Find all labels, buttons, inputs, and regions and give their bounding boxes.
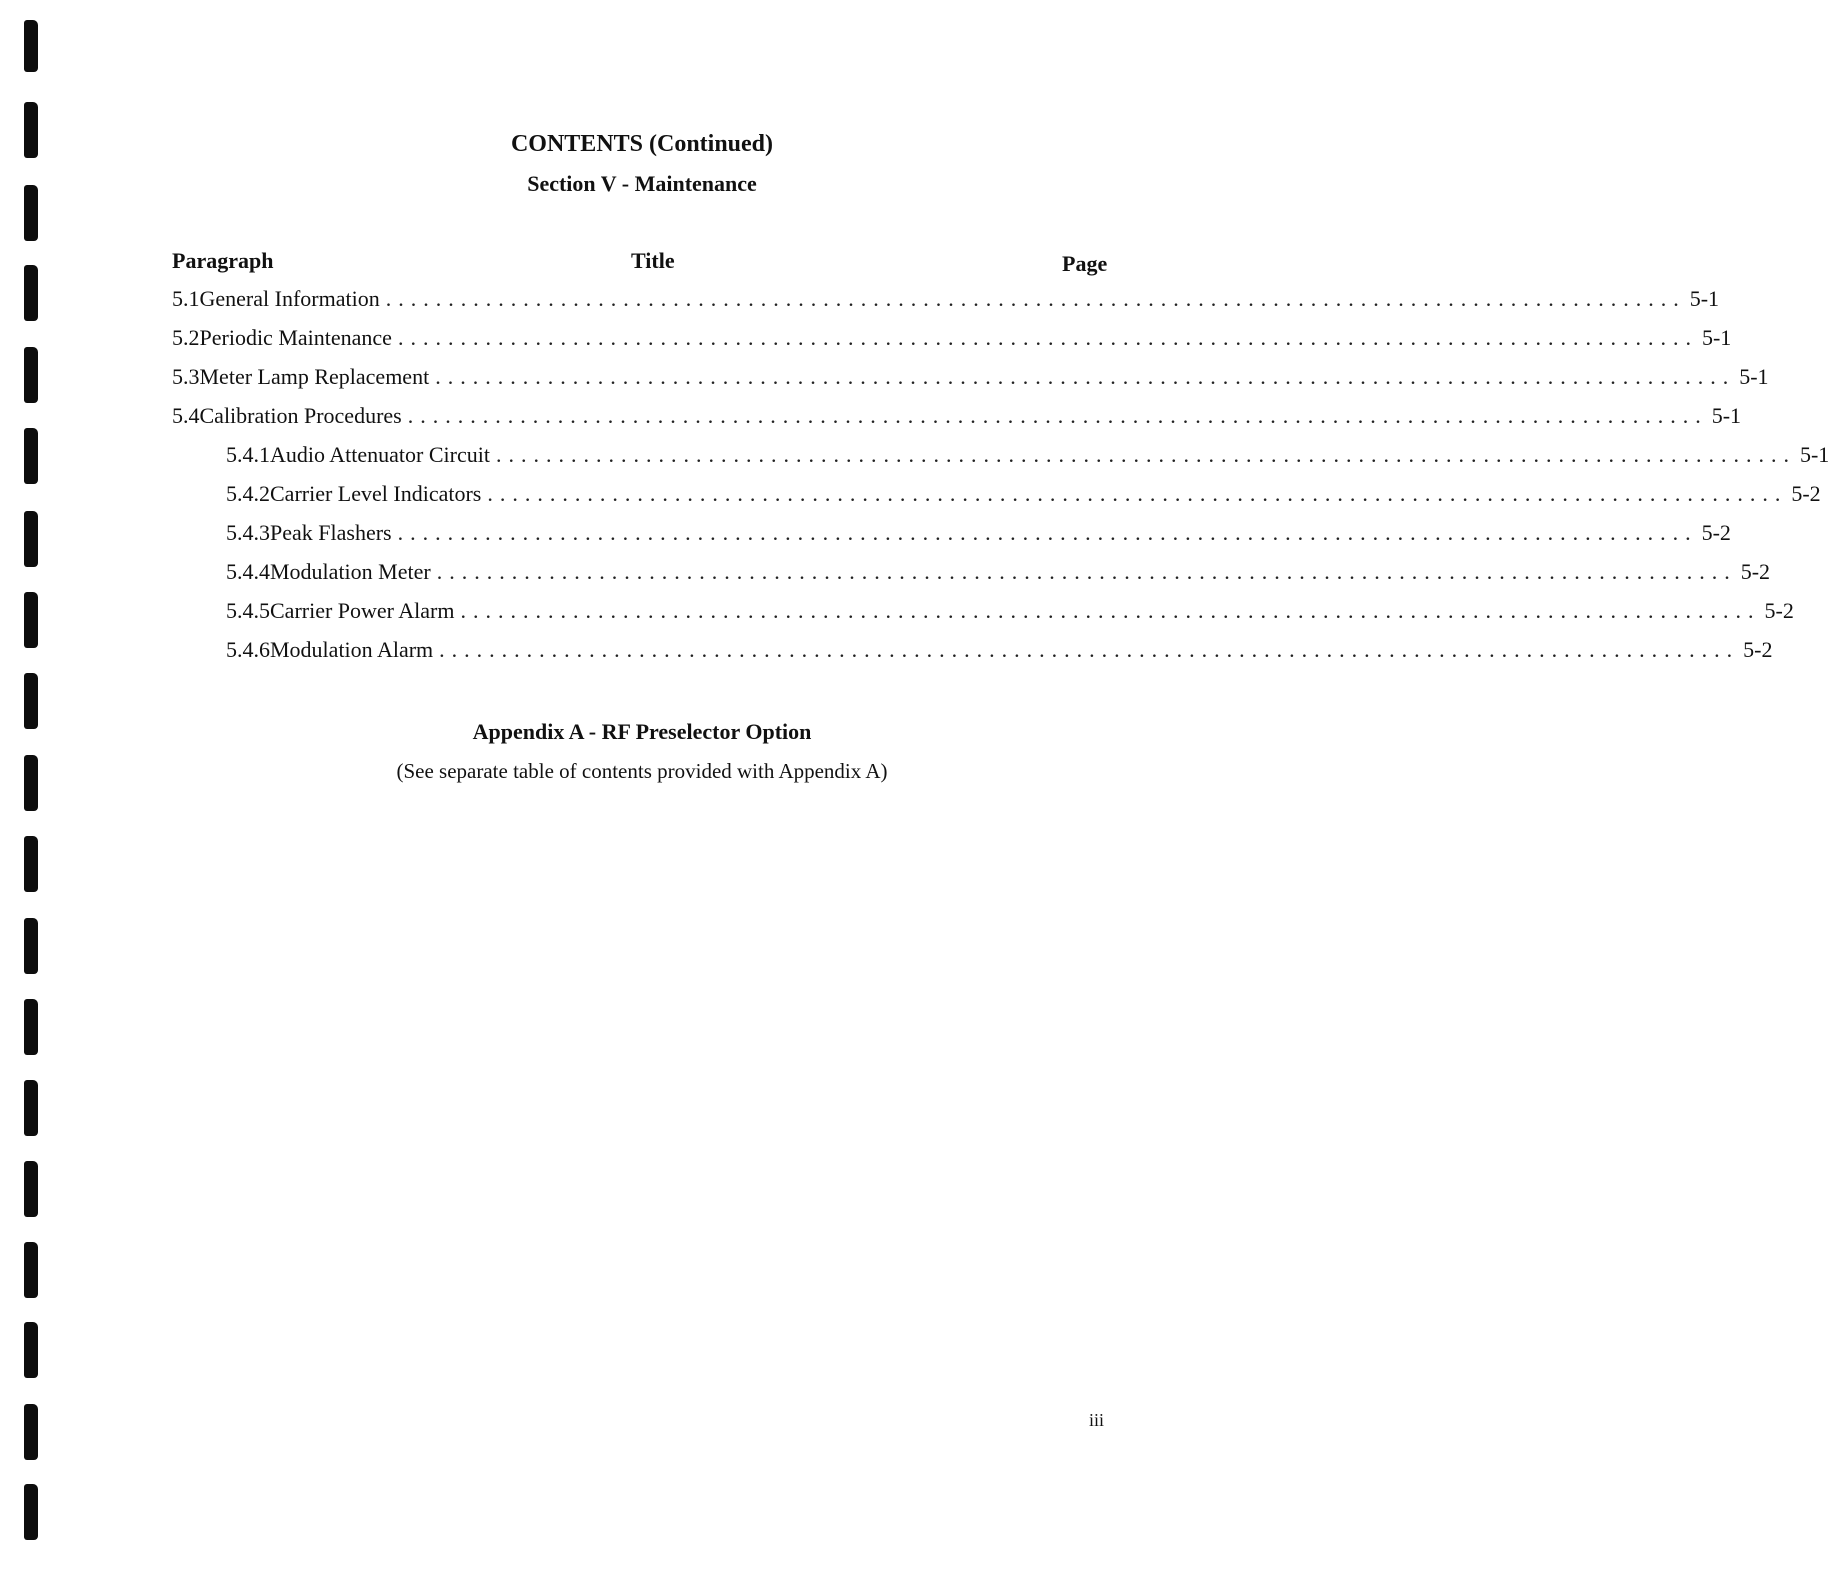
toc-entry-title: Modulation Alarm <box>270 637 434 662</box>
binding-hole <box>24 1322 38 1378</box>
toc-entry-page: 5-2 <box>1701 520 1731 545</box>
toc-entry-number: 5.4 <box>172 403 200 428</box>
toc-entry[interactable] <box>172 325 1732 357</box>
binding-holes <box>0 0 60 1575</box>
dot-leader: ........................................................................................................ <box>487 481 1788 506</box>
toc-entry-page: 5-1 <box>1711 403 1742 428</box>
toc-subentry[interactable] <box>226 559 1771 591</box>
binding-hole <box>24 999 38 1055</box>
toc-subentry[interactable] <box>226 442 1829 474</box>
toc-subentry[interactable] <box>226 520 1731 552</box>
toc-entry-page: 5-1 <box>1689 286 1720 311</box>
page-title: CONTENTS (Continued) <box>510 131 774 157</box>
section-title: Section V - Maintenance <box>527 171 757 196</box>
toc-entry-title: Carrier Level Indicators <box>270 481 482 506</box>
toc-entry-number: 5.4.3 <box>226 520 270 545</box>
appendix-note: (See separate table of contents provided with Appendix A) <box>396 759 888 783</box>
toc-entry-title: Meter Lamp Replacement <box>199 364 430 389</box>
toc-entry-number: 5.4.2 <box>226 481 270 506</box>
toc-entry-number: 5.4.6 <box>226 637 270 662</box>
binding-hole <box>24 1242 38 1298</box>
page-number: iii <box>1089 1410 1105 1430</box>
binding-hole <box>24 918 38 974</box>
toc-entry-title: Periodic Maintenance <box>199 325 392 350</box>
toc-entry[interactable] <box>172 364 1769 396</box>
column-header-page: Page <box>1062 251 1108 276</box>
binding-hole <box>24 1404 38 1460</box>
toc-entry-title: Peak Flashers <box>270 520 392 545</box>
binding-hole <box>24 428 38 484</box>
dot-leader: ........................................................................................................ <box>397 520 1698 545</box>
dot-leader: ........................................................................................................ <box>495 442 1796 467</box>
toc-entry-title: Modulation Meter <box>270 559 431 584</box>
dot-leader: ........................................................................................................ <box>397 325 1698 350</box>
binding-hole <box>24 1161 38 1217</box>
toc-entry-page: 5-2 <box>1743 637 1773 662</box>
toc-entry-title: General Information <box>199 286 380 311</box>
binding-hole <box>24 1080 38 1136</box>
toc-entry-title: Carrier Power Alarm <box>270 598 455 623</box>
toc-entry-page: 5-1 <box>1799 442 1829 467</box>
toc-entry-title: Calibration Procedures <box>199 403 402 428</box>
toc-entry-page: 5-2 <box>1764 598 1794 623</box>
binding-hole <box>24 836 38 892</box>
toc-entry-number: 5.4.4 <box>226 559 270 584</box>
column-header-paragraph: Paragraph <box>172 248 274 273</box>
dot-leader: ........................................................................................................ <box>435 364 1736 389</box>
toc-subentry[interactable] <box>226 481 1821 513</box>
binding-hole <box>24 1484 38 1540</box>
binding-hole <box>24 347 38 403</box>
toc-entry-number: 5.3 <box>172 364 200 389</box>
toc-entry[interactable] <box>172 286 1720 318</box>
toc-entry-page: 5-2 <box>1791 481 1821 506</box>
dot-leader: ........................................................................................................ <box>385 286 1686 311</box>
dot-leader: ........................................................................................................ <box>436 559 1737 584</box>
dot-leader: ........................................................................................................ <box>439 637 1740 662</box>
binding-hole <box>24 592 38 648</box>
toc-entry-number: 5.2 <box>172 325 200 350</box>
binding-hole <box>24 511 38 567</box>
column-header-title: Title <box>631 248 675 273</box>
toc-entry-number: 5.1 <box>172 286 200 311</box>
toc-entry-page: 5-1 <box>1701 325 1732 350</box>
dot-leader: ........................................................................................................ <box>460 598 1761 623</box>
dot-leader: ........................................................................................................ <box>407 403 1708 428</box>
binding-hole <box>24 20 38 72</box>
toc-entry-title: Audio Attenuator Circuit <box>270 442 490 467</box>
toc-entry-page: 5-2 <box>1740 559 1771 584</box>
toc-subentry[interactable] <box>226 598 1794 630</box>
toc-subentry[interactable] <box>226 637 1773 669</box>
appendix-title: Appendix A - RF Preselector Option <box>472 719 812 744</box>
binding-hole <box>24 265 38 321</box>
toc-entry-page: 5-1 <box>1739 364 1769 389</box>
toc-entry[interactable] <box>172 403 1742 435</box>
toc-entry-number: 5.4.5 <box>226 598 270 623</box>
toc-entry-number: 5.4.1 <box>226 442 270 467</box>
